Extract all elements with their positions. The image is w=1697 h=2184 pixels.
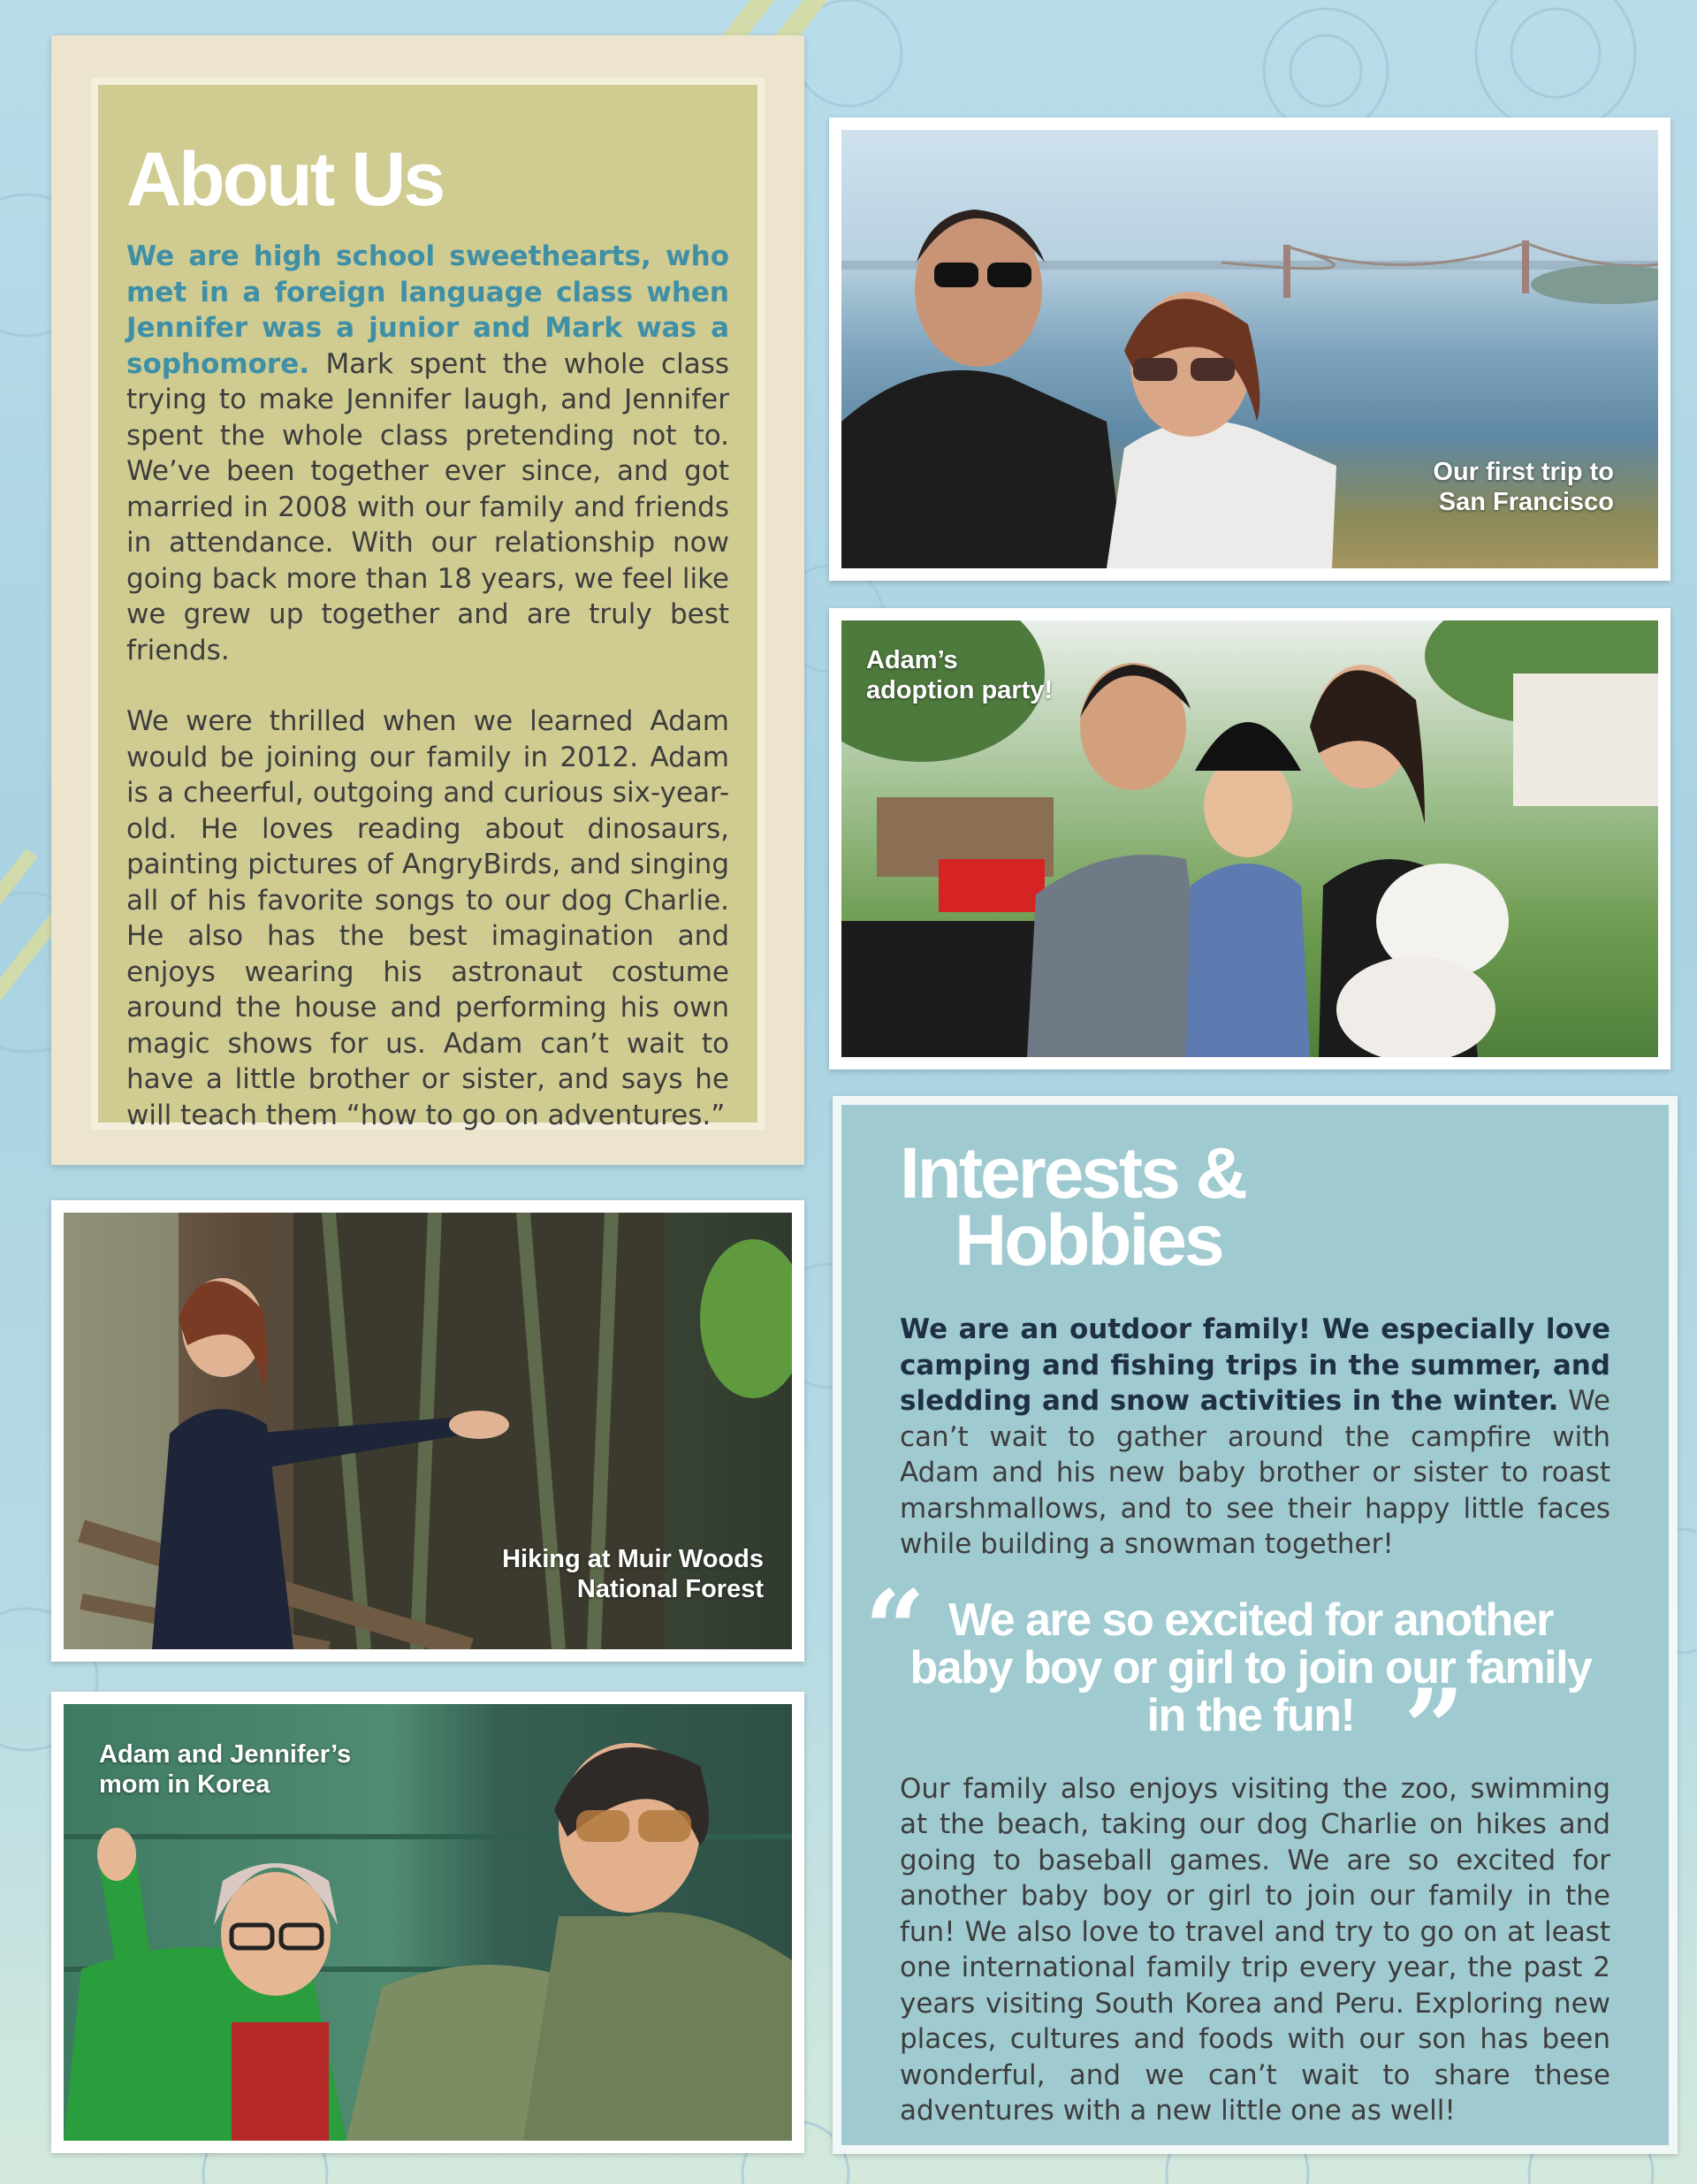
caption-muir-woods <box>502 1544 764 1604</box>
pull-quote-line3: in the fun! <box>1146 1689 1355 1741</box>
close-quote-icon: ” <box>1404 1665 1464 1791</box>
adoption-party-image <box>841 620 1658 1057</box>
about-us-title: About Us <box>126 137 444 222</box>
interests-body-1: We can’t wait to gather around the campfire with Adam and his new baby brother or sister to roast marshmallows, and to see their happy little faces while building a snowman together! <box>900 1385 1611 1560</box>
about-us-lead: We are high school sweethearts, who met in a foreign language class when Jennifer was a junior and Mark was a sophomore. <box>126 240 729 380</box>
caption-korea-line2: mom in Korea <box>99 1770 270 1799</box>
about-us-paragraph-1 <box>126 239 729 668</box>
caption-muir-woods-line1: Hiking at Muir Woods <box>502 1545 764 1573</box>
caption-san-francisco <box>1433 457 1614 517</box>
caption-adoption-party-line1: Adam’s <box>866 646 958 674</box>
interests-hobbies-title <box>900 1133 1610 1281</box>
open-quote-icon: “ <box>864 1566 925 1692</box>
about-us-panel <box>51 35 804 1165</box>
interests-title-line2: Hobbies <box>955 1200 1222 1281</box>
korea-image <box>64 1704 792 2141</box>
interests-hobbies-panel <box>833 1096 1678 2154</box>
about-us-body-1: Mark spent the whole class trying to make Jennifer laugh, and Jennifer spent the whole class pretending not to. We’ve been together ever since, and got married in 2008 with our family and friends in attendance. With our relationship now going back more than 18 years, we feel like we grew up together and are truly best friends. <box>126 347 730 666</box>
caption-muir-woods-line2: National Forest <box>576 1575 764 1603</box>
about-us-paragraph-2: We were thrilled when we learned Adam would be joining our family in 2012. Adam is a cheerful, outgoing and curious six-year-old. He loves reading about dinosaurs, painting pictures of AngryBirds, and singing all of his favorite songs to our dog Charlie. He also has the best imagination and enjoys wearing his astronaut costume around the house and performing his own magic shows for us. Adam can’t wait to have a little brother or sister, and says he will teach them “how to go on adventures.” <box>126 705 729 1131</box>
interests-paragraph-2: Our family also enjoys visiting the zoo, swimming at the beach, taking our dog Charlie on hikes and going to baseball games. We are so excited for another baby boy or girl to join our family in the fun! We also love to travel and try to go on at least one international family trip every year, the past 2 years visiting South Korea and Peru. Exploring new places, cultures and foods with our son has been wonderful, and we can’t wait to share these adventures with a new little one as well! <box>900 1772 1610 2127</box>
interests-title-line1: Interests & <box>900 1133 1245 1214</box>
interests-hobbies-inner <box>841 1105 1669 2145</box>
photo-korea <box>51 1692 804 2153</box>
san-francisco-image <box>841 130 1658 568</box>
caption-korea-line1: Adam and Jennifer’s <box>99 1740 352 1769</box>
caption-korea <box>99 1739 351 1800</box>
about-us-inner <box>91 78 765 1130</box>
pull-quote-line2: baby boy or girl to join our family <box>909 1641 1592 1693</box>
interests-lead: We are an outdoor family! We especially love camping and fishing trips in the summer, and sledding and snow activities in the winter. <box>900 1313 1610 1417</box>
photo-muir-woods <box>51 1200 804 1662</box>
caption-adoption-party <box>866 645 1053 705</box>
muir-woods-image <box>64 1213 792 1649</box>
interests-paragraph-1 <box>900 1312 1610 1563</box>
photo-adoption-party <box>829 608 1670 1069</box>
caption-san-francisco-line2: San Francisco <box>1438 488 1614 516</box>
photo-san-francisco <box>829 118 1670 581</box>
pull-quote-line1: We are so excited for another <box>948 1594 1553 1646</box>
caption-adoption-party-line2: adoption party! <box>866 676 1054 704</box>
pull-quote <box>864 1566 1628 1791</box>
caption-san-francisco-line1: Our first trip to <box>1433 458 1614 486</box>
